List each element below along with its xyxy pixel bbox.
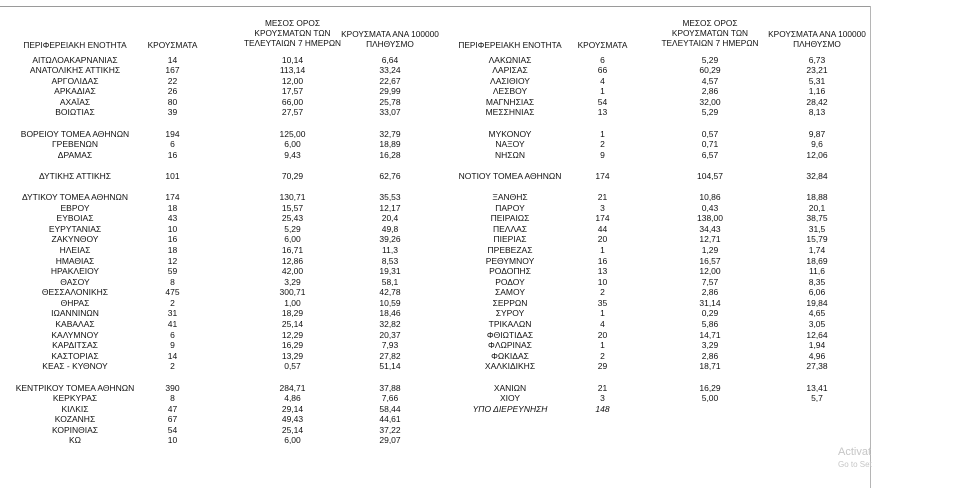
left-row-per100k-cell: 32,82 [379,319,401,329]
right-row-region-cell: ΧΑΛΚΙΔΙΚΗΣ [484,361,536,372]
left-row-avg-cell: 15,57 [281,202,304,213]
right-row-cases-cell: 2 [600,350,605,361]
right-row-cases-cell: 2 [600,287,605,298]
right-row-per100k-cell: 4,65 [808,308,826,319]
right-row-per100k-cell: 5,7 [811,393,823,404]
left-row-per100k-cell: 32,79 [379,128,401,139]
right-row-per100k-cell: 18,69 [806,255,828,266]
left-row-avg-cell: 284,71 [279,382,306,393]
left-row-cases-cell: 14 [167,350,178,361]
left-row-per100k-cell: 22,67 [379,75,401,86]
right-row-avg-cell: 14,71 [699,329,721,340]
right-header-avg [645,18,775,48]
left-row-avg-cell: 9,43 [284,149,301,160]
right-row-region-cell: ΦΩΚΙΔΑΣ [491,350,529,361]
left-row-avg-cell: 27,57 [281,107,304,118]
right-row-region-cell: ΝΗΣΩΝ [494,149,526,160]
left-row-region-cell: ΕΒΡΟΥ [60,202,90,213]
right-row-region-cell: ΠΕΛΛΑΣ [492,223,528,234]
left-row-per100k-cell: 42,78 [379,287,401,298]
left-row-avg-cell: 18,29 [281,308,304,319]
right-row-avg-cell: 5,29 [701,107,719,118]
right-row-cases-cell: 13 [597,266,608,277]
right-row-cases-cell: 6 [600,54,605,65]
right-row-cases-cell: 3 [600,202,605,213]
left-row-region-cell: ΚΑΡΔΙΤΣΑΣ [52,340,98,351]
right-row-cases-cell: 174 [595,213,610,224]
left-row-per100k-cell: 62,76 [379,170,401,181]
right-row-per100k-cell: 32,84 [806,170,828,181]
right-row-avg-cell: 5,29 [701,54,719,65]
left-row-avg-cell: 4,86 [284,393,301,404]
right-row-avg-cell: 10,86 [699,192,721,202]
left-header-per100k [335,29,445,49]
right-row-avg-cell: 138,00 [697,213,723,224]
left-row-avg-cell: 17,57 [281,86,304,97]
right-row-region-cell: ΧΙΟΥ [499,393,521,404]
right-row-region-cell: ΝΟΤΙΟΥ ΤΟΜΕΑ ΑΘΗΝΩΝ [458,170,562,181]
right-row-cases-cell: 66 [597,65,608,76]
left-row-avg-cell: 130,71 [279,192,306,202]
right-row-avg-cell: 1,29 [701,244,719,255]
left-row-region-cell: ΚΕΡΚΥΡΑΣ [52,393,98,404]
right-row-avg-cell: 0,71 [701,139,719,150]
left-row-per100k-cell: 29,99 [379,86,401,97]
right-header-region: ΠΕΡΙΦΕΡΕΙΑΚΗ ΕΝΟΤΗΤΑ [458,40,562,50]
right-row-per100k-cell: 1,94 [808,340,826,351]
left-row-per100k-cell: 18,46 [379,308,401,319]
right-row-avg-cell: 4,57 [701,75,719,86]
left-row-region-cell: ΘΗΡΑΣ [60,297,90,308]
right-row-avg-cell: 16,29 [699,382,721,393]
left-row-region-cell: ΚΕΝΤΡΙΚΟΥ ΤΟΜΕΑ ΑΘΗΝΩΝ [15,382,135,393]
left-row-cases-cell: 475 [165,287,180,298]
right-row-avg-cell: 5,00 [701,393,719,404]
right-row-cases-cell: 1 [600,86,605,97]
right-row-avg-cell: 31,14 [699,297,721,308]
left-row-per100k-cell: 7,66 [381,393,399,404]
left-row-avg-cell: 1,00 [284,297,301,308]
left-row-avg-cell: 16,29 [281,340,304,351]
left-header-region: ΠΕΡΙΦΕΡΕΙΑΚΗ ΕΝΟΤΗΤΑ [23,40,127,50]
right-row-avg-cell: 18,71 [699,361,721,372]
left-row-cases-cell: 174 [165,192,180,202]
right-row-per100k-cell: 23,21 [806,65,828,76]
left-row-region-cell: ΕΥΡΥΤΑΝΙΑΣ [48,223,102,234]
right-row-per100k-cell: 9,87 [808,128,826,139]
right-header-cases: ΚΡΟΥΣΜΑΤΑ [577,40,628,50]
windows-activation-watermark [838,446,872,470]
right-row-per100k-cell: 38,75 [806,213,828,224]
right-row-cases-cell: 9 [600,149,605,160]
left-row-per100k-cell: 44,61 [379,414,401,425]
right-row-avg-cell: 2,86 [701,86,719,97]
right-row-cases-cell: 16 [597,255,608,266]
left-row-cases-cell: 10 [167,435,178,446]
left-row-per100k-cell: 7,93 [381,340,399,351]
left-row-avg-cell: 6,00 [284,139,301,150]
right-row-per100k-cell: 8,13 [808,107,826,118]
right-row-cases-cell: 29 [597,361,608,372]
left-row-cases-cell: 6 [170,139,175,150]
right-row-per100k-cell: 15,79 [806,234,828,245]
left-row-cases-cell: 2 [170,361,175,372]
left-row-cases-cell: 390 [165,382,180,393]
left-row-region-cell: ΚΩ [68,435,82,446]
left-row-avg-cell: 29,14 [281,403,304,414]
left-row-avg-cell: 5,29 [284,223,301,234]
right-row-per100k-cell: 12,06 [806,149,828,160]
right-row-region-cell: ΛΑΚΩΝΙΑΣ [488,54,532,65]
left-row-avg-cell: 113,14 [279,65,306,76]
right-row-cases-cell: 20 [597,329,608,340]
right-row-region-cell: ΛΑΡΙΣΑΣ [492,65,528,76]
left-row-region-cell: ΘΕΣΣΑΛΟΝΙΚΗΣ [41,287,109,298]
left-header-per100k-line1: ΚΡΟΥΣΜΑΤΑ ΑΝΑ 100000 [341,29,439,39]
right-row-region-cell: ΛΕΣΒΟΥ [492,86,528,97]
left-row-cases-cell: 18 [167,244,178,255]
left-row-per100k-cell: 29,07 [379,435,401,446]
left-row-avg-cell: 49,43 [281,414,304,425]
left-row-cases-cell: 43 [167,213,178,224]
right-row-avg-cell: 16,57 [699,255,721,266]
left-row-per100k-cell: 39,26 [379,234,401,245]
left-row-avg-cell: 125,00 [279,128,306,139]
left-row-region-cell: ΘΑΣΟΥ [60,276,90,287]
left-header-avg-line3: ΤΕΛΕΥΤΑΙΩΝ 7 ΗΜΕΡΩΝ [243,38,342,48]
left-row-avg-cell: 25,14 [281,424,304,435]
right-row-cases-cell: 1 [600,308,605,319]
left-row-cases-cell: 22 [167,75,178,86]
left-row-region-cell: ΚΑΣΤΟΡΙΑΣ [51,350,99,361]
left-row-cases-cell: 9 [170,340,175,351]
right-row-region-cell: ΛΑΣΙΘΙΟΥ [490,75,530,86]
right-row-per100k-cell: 3,05 [808,319,826,329]
right-row-cases-cell: 1 [600,128,605,139]
right-row-per100k-cell: 4,96 [808,350,826,361]
left-row-cases-cell: 167 [165,65,180,76]
left-header-cases: ΚΡΟΥΣΜΑΤΑ [147,40,198,50]
right-header-per100k-line1: ΚΡΟΥΣΜΑΤΑ ΑΝΑ 100000 [768,29,866,39]
left-row-avg-cell: 0,57 [284,361,301,372]
right-row-region-cell: ΣΥΡΟΥ [495,308,525,319]
left-row-region-cell: ΑΙΤΩΛΟΑΚΑΡΝΑΝΙΑΣ [32,54,118,65]
right-row-avg-cell: 7,57 [701,276,719,287]
right-row-cases-cell: 44 [597,223,608,234]
right-row-per100k-cell: 5,31 [808,75,826,86]
right-row-avg-cell: 0,43 [701,202,719,213]
right-row-per100k-cell: 12,64 [806,329,828,340]
right-row-cases-cell: 13 [597,107,608,118]
right-header-avg-line1: ΜΕΣΟΣ ΟΡΟΣ [682,18,738,28]
left-row-region-cell: ΒΟΙΩΤΙΑΣ [55,107,95,118]
left-row-region-cell: ΔΥΤΙΚΗΣ ΑΤΤΙΚΗΣ [38,170,112,181]
left-row-cases-cell: 14 [167,54,178,65]
left-row-avg-cell: 6,00 [284,435,301,446]
left-row-region-cell: ΕΥΒΟΙΑΣ [56,213,94,224]
left-row-cases-cell: 16 [167,234,178,245]
left-row-per100k-cell: 51,14 [379,361,401,372]
left-row-avg-cell: 25,14 [281,319,304,329]
left-row-region-cell: ΗΜΑΘΙΑΣ [55,255,95,266]
right-row-per100k-cell: 9,6 [811,139,823,150]
left-row-region-cell: ΓΡΕΒΕΝΩΝ [52,139,98,150]
left-row-region-cell: ΚΕΑΣ - ΚΥΘΝΟΥ [42,361,108,372]
left-row-per100k-cell: 37,22 [379,424,401,435]
left-row-cases-cell: 39 [167,107,178,118]
right-row-cases-cell: 54 [597,96,608,107]
right-row-region-cell: ΜΑΓΝΗΣΙΑΣ [485,96,535,107]
right-row-per100k-cell: 20,1 [808,202,826,213]
right-row-per100k-cell: 1,16 [808,86,826,97]
right-row-avg-cell: 2,86 [701,287,719,298]
left-row-cases-cell: 41 [167,319,178,329]
right-row-per100k-cell: 6,06 [808,287,826,298]
right-row-cases-cell: 21 [597,192,608,202]
left-row-region-cell: ΚΟΖΑΝΗΣ [54,414,96,425]
left-row-avg-cell: 12,00 [281,75,304,86]
right-row-cases-cell: 4 [600,319,605,329]
left-row-avg-cell: 12,29 [281,329,304,340]
right-row-region-cell: ΡΟΔΟΠΗΣ [489,266,531,277]
left-row-region-cell: ΔΡΑΜΑΣ [57,149,93,160]
left-row-avg-cell: 25,43 [281,213,304,224]
left-row-region-cell: ΑΡΚΑΔΙΑΣ [54,86,96,97]
right-row-per100k-cell: 8,35 [808,276,826,287]
left-row-per100k-cell: 35,53 [379,192,401,202]
right-row-avg-cell: 60,29 [699,65,721,76]
left-row-cases-cell: 8 [170,276,175,287]
left-row-region-cell: ΚΟΡΙΝΘΙΑΣ [51,424,99,435]
left-row-per100k-cell: 58,1 [381,276,399,287]
right-row-cases-cell: 1 [600,244,605,255]
right-row-per100k-cell: 27,38 [806,361,828,372]
left-row-region-cell: ΚΑΛΥΜΝΟΥ [51,329,99,340]
left-row-cases-cell: 47 [167,403,178,414]
right-row-region-cell: ΦΛΩΡΙΝΑΣ [488,340,532,351]
left-row-region-cell: ΑΡΓΟΛΙΔΑΣ [51,75,99,86]
right-row-cases-cell: 10 [597,276,608,287]
left-row-per100k-cell: 33,07 [379,107,401,118]
left-row-per100k-cell: 25,78 [379,96,401,107]
left-row-region-cell: ΙΩΑΝΝΙΝΩΝ [51,308,99,319]
left-row-per100k-cell: 11,3 [382,244,398,255]
left-row-cases-cell: 12 [167,255,178,266]
right-row-avg-cell: 2,86 [701,350,719,361]
right-row-per100k-cell: 11,6 [809,266,825,277]
right-row-per100k-cell: 13,41 [806,382,828,393]
left-row-cases-cell: 26 [167,86,178,97]
left-row-region-cell: ΔΥΤΙΚΟΥ ΤΟΜΕΑ ΑΘΗΝΩΝ [21,192,129,202]
right-row-per100k-cell: 19,84 [806,297,828,308]
left-header-avg-line2: ΚΡΟΥΣΜΑΤΩΝ ΤΩΝ [254,28,331,38]
right-row-region-cell: ΞΑΝΘΗΣ [492,192,528,202]
left-row-per100k-cell: 10,59 [379,297,401,308]
left-row-avg-cell: 66,00 [281,96,304,107]
right-row-region-cell: ΡΟΔΟΥ [495,276,525,287]
left-row-cases-cell: 31 [167,308,178,319]
left-row-region-cell: ΗΛΕΙΑΣ [59,244,91,255]
right-row-per100k-cell: 28,42 [806,96,828,107]
right-header-per100k-line2: ΠΛΗΘΥΣΜΟ [793,39,841,49]
left-row-per100k-cell: 16,28 [379,149,401,160]
left-row-per100k-cell: 12,17 [379,202,401,213]
right-row-avg-cell: 34,43 [699,223,721,234]
right-row-per100k-cell: 31,5 [808,223,826,234]
right-row-region-cell: ΡΕΘΥΜΝΟΥ [485,255,535,266]
left-row-cases-cell: 101 [165,170,180,181]
right-row-per100k-cell: 6,73 [808,54,826,65]
left-row-per100k-cell: 27,82 [379,350,401,361]
right-row-per100k-cell: 1,74 [808,244,826,255]
left-row-region-cell: ΚΑΒΑΛΑΣ [55,319,95,329]
left-row-per100k-cell: 18,89 [379,139,401,150]
left-row-cases-cell: 194 [165,128,180,139]
left-row-per100k-cell: 33,24 [379,65,401,76]
right-row-cases-cell: 35 [597,297,608,308]
left-row-cases-cell: 18 [167,202,178,213]
left-row-region-cell: ΗΡΑΚΛΕΙΟΥ [50,266,100,277]
top-border-line [0,6,870,7]
left-row-cases-cell: 8 [170,393,175,404]
left-row-cases-cell: 67 [167,414,178,425]
left-row-cases-cell: 16 [167,149,178,160]
left-row-cases-cell: 80 [167,96,178,107]
left-row-avg-cell: 12,86 [281,255,304,266]
left-row-avg-cell: 16,71 [281,244,304,255]
left-row-cases-cell: 59 [167,266,178,277]
left-row-cases-cell: 54 [167,424,178,435]
left-header-avg-line1: ΜΕΣΟΣ ΟΡΟΣ [264,18,321,28]
right-row-cases-cell: 21 [597,382,608,393]
left-row-cases-cell: 6 [170,329,175,340]
left-row-avg-cell: 300,71 [279,287,306,298]
left-row-region-cell: ΖΑΚΥΝΘΟΥ [51,234,99,245]
right-header-avg-line3: ΤΕΛΕΥΤΑΙΩΝ 7 ΗΜΕΡΩΝ [661,38,759,48]
left-row-per100k-cell: 6,64 [381,54,399,65]
right-row-per100k-cell: 18,88 [806,192,828,202]
right-row-avg-cell: 12,00 [699,266,721,277]
right-row-region-cell: ΥΠΟ ΔΙΕΡΕΥΝΗΣΗ [472,403,548,414]
left-row-per100k-cell: 19,31 [379,266,401,277]
left-row-cases-cell: 2 [170,297,175,308]
left-row-per100k-cell: 20,37 [379,329,401,340]
right-header-avg-line2: ΚΡΟΥΣΜΑΤΩΝ ΤΩΝ [671,28,749,38]
left-row-per100k-cell: 58,44 [379,403,401,414]
right-row-cases-cell: 148 [595,403,610,414]
right-row-cases-cell: 174 [595,170,610,181]
watermark-line2: Go to Set [838,460,872,469]
right-row-avg-cell: 32,00 [699,96,721,107]
left-row-avg-cell: 70,29 [281,170,304,181]
left-row-per100k-cell: 20,4 [381,213,399,224]
right-row-avg-cell: 0,29 [701,308,719,319]
right-row-region-cell: ΤΡΙΚΑΛΩΝ [488,319,532,329]
left-row-region-cell: ΑΝΑΤΟΛΙΚΗΣ ΑΤΤΙΚΗΣ [29,65,121,76]
right-row-cases-cell: 4 [600,75,605,86]
right-row-avg-cell: 0,57 [701,128,719,139]
right-row-region-cell: ΝΑΞΟΥ [495,139,525,150]
left-row-avg-cell: 13,29 [281,350,304,361]
right-row-region-cell: ΠΡΕΒΕΖΑΣ [487,244,533,255]
right-row-avg-cell: 6,57 [701,149,719,160]
right-row-region-cell: ΣΑΜΟΥ [494,287,525,298]
left-row-per100k-cell: 8,53 [381,255,399,266]
right-row-region-cell: ΦΘΙΩΤΙΔΑΣ [486,329,534,340]
right-row-avg-cell: 5,86 [701,319,719,329]
left-row-region-cell: ΒΟΡΕΙΟΥ ΤΟΜΕΑ ΑΘΗΝΩΝ [20,128,130,139]
right-row-region-cell: ΜΥΚΟΝΟΥ [488,128,532,139]
left-row-cases-cell: 10 [167,223,178,234]
left-header-per100k-line2: ΠΛΗΘΥΣΜΟ [366,39,414,49]
right-row-region-cell: ΜΕΣΣΗΝΙΑΣ [485,107,535,118]
right-row-avg-cell: 104,57 [697,170,723,181]
left-row-per100k-cell: 37,88 [379,382,401,393]
right-header-per100k [762,29,872,49]
left-row-avg-cell: 3,29 [284,276,301,287]
right-row-region-cell: ΣΕΡΡΩΝ [492,297,528,308]
right-row-region-cell: ΠΕΙΡΑΙΩΣ [490,213,530,224]
watermark-line1: Activat [838,446,872,458]
left-row-region-cell: ΚΙΛΚΙΣ [61,403,89,414]
right-row-cases-cell: 1 [600,340,605,351]
left-row-avg-cell: 10,14 [281,54,304,65]
right-row-cases-cell: 2 [600,139,605,150]
right-row-avg-cell: 12,71 [699,234,721,245]
left-row-avg-cell: 6,00 [284,234,301,245]
right-row-region-cell: ΠΑΡΟΥ [495,202,525,213]
right-row-region-cell: ΠΙΕΡΙΑΣ [493,234,527,245]
right-row-cases-cell: 3 [600,393,605,404]
right-row-cases-cell: 20 [597,234,608,245]
right-row-region-cell: ΧΑΝΙΩΝ [493,382,527,393]
left-row-avg-cell: 42,00 [281,266,304,277]
left-row-region-cell: ΑΧΑΪΑΣ [59,96,91,107]
left-row-per100k-cell: 49,8 [381,223,399,234]
right-row-avg-cell: 3,29 [701,340,719,351]
